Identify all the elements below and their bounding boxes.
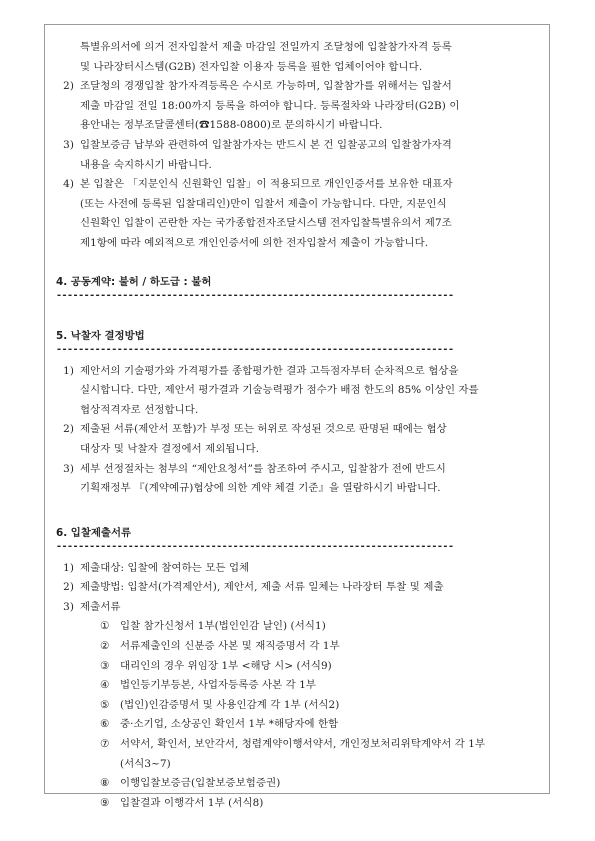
list-item bbox=[56, 77, 544, 136]
document-item bbox=[80, 715, 544, 735]
item-number: 1) bbox=[63, 561, 74, 574]
item-text bbox=[80, 136, 544, 175]
list-item bbox=[56, 598, 544, 618]
list-item bbox=[56, 362, 544, 421]
text-line: 법인등기부등본, 사업자등록증 사본 각 1부 bbox=[120, 679, 317, 692]
document-text bbox=[120, 617, 544, 637]
text-line: 및 나라장터시스템(G2B) 전자입찰 이용자 등록을 필한 업체이어야 합니다. bbox=[80, 60, 423, 73]
text-line: 특별유의서에 의거 전자입찰서 제출 마감일 전일까지 조달청에 입찰참가자격 등록 bbox=[80, 41, 452, 53]
item-text: 제출대상: 입찰에 참여하는 모든 업체 bbox=[80, 561, 250, 574]
text-line: (법인)인감증명서 및 사용인감계 각 1부 (서식2) bbox=[120, 698, 340, 711]
section4-heading: 4. 공동계약: 불허 / 하도급 : 불허 bbox=[56, 275, 212, 288]
document-item bbox=[80, 637, 544, 657]
item-number: 2) bbox=[63, 581, 74, 594]
document-item bbox=[80, 774, 544, 794]
text-line: 서약서, 확인서, 보안각서, 청렴계약이행서약서, 개인정보처리위탁계약서 각 1부 bbox=[120, 738, 486, 751]
document-number: ③ bbox=[100, 659, 110, 672]
text-line: (서식3~7) bbox=[120, 757, 171, 770]
item-number: 2) bbox=[63, 423, 74, 436]
text-line: 입찰 참가신청서 1부(법인인감 날인) (서식1) bbox=[120, 620, 326, 633]
text-line: 신원확인 입찰이 곤란한 자는 국가종합전자조달시스템 전자입찰특별유의서 제7조 bbox=[80, 217, 452, 230]
section4-rule: ------------------------------------------------------------------------ bbox=[56, 289, 454, 301]
item-text bbox=[80, 362, 544, 421]
document-item bbox=[80, 617, 544, 637]
item-text bbox=[80, 420, 544, 459]
text-line: 세부 선정절차는 첨부의 “제안요청서”를 참조하여 주시고, 입찰참가 전에 반드시 bbox=[80, 462, 446, 475]
document-number: ⑤ bbox=[100, 698, 110, 711]
text-line: 실시합니다. 다만, 제안서 평가결과 기술능력평가 점수가 배점 한도의 85% 이상인 자를 bbox=[80, 384, 479, 397]
document-number: ④ bbox=[100, 679, 110, 692]
document-item bbox=[80, 735, 544, 774]
document-text bbox=[120, 794, 544, 814]
text-line: 서류제출인의 신분증 사본 및 재직증명서 각 1부 bbox=[120, 640, 340, 653]
text-line: 내용을 숙지하시기 바랍니다. bbox=[80, 158, 212, 171]
item-number: 4) bbox=[63, 178, 74, 191]
text-line: 입찰보증금 납부와 관련하여 입찰참가자는 반드시 본 건 입찰공고의 입찰참가자격 bbox=[80, 138, 452, 151]
submission-documents-list bbox=[56, 617, 544, 813]
item-number: 1) bbox=[63, 364, 74, 377]
text-line: 이행입찰보증금(입찰보증보험증권) bbox=[120, 777, 281, 790]
text-line: 제출된 서류(제안서 포함)가 부정 또는 허위로 작성된 것으로 판명된 때에는 협상 bbox=[80, 423, 447, 436]
list-item bbox=[56, 420, 544, 459]
document-body bbox=[56, 38, 544, 813]
item-text bbox=[80, 460, 544, 499]
list-item bbox=[56, 559, 544, 579]
document-number: ② bbox=[100, 640, 110, 653]
document-item bbox=[80, 657, 544, 677]
list-item bbox=[56, 578, 544, 598]
document-number: ⑨ bbox=[100, 796, 110, 809]
text-line: 기획재정부 『(계약예규)협상에 의한 계약 체결 기준』을 열람하시기 바랍니다. bbox=[80, 482, 441, 495]
item-number: 3) bbox=[63, 462, 74, 475]
document-number: ① bbox=[100, 620, 110, 633]
document-number: ⑥ bbox=[100, 718, 110, 731]
section5-rule: ------------------------------------------------------------------------ bbox=[56, 343, 454, 355]
document-text bbox=[120, 637, 544, 657]
item-number: 2) bbox=[63, 80, 74, 93]
text-line: 대상자 및 낙찰자 결정에서 제외됩니다. bbox=[80, 442, 260, 455]
document-text bbox=[120, 676, 544, 696]
text-line: 제1항에 따라 예외적으로 개인인증서에 의한 전자입찰서 제출이 가능합니다. bbox=[80, 236, 429, 249]
section5-heading: 5. 낙찰자 결정방법 bbox=[56, 329, 145, 342]
document-text bbox=[120, 774, 544, 794]
section5-items bbox=[56, 362, 544, 499]
text-line: 대리인의 경우 위임장 1부 <해당 시> (서식9) bbox=[120, 659, 332, 672]
text-line: 용안내는 정부조달콜센터(☎1588-0800)로 문의하시기 바랍니다. bbox=[80, 119, 383, 132]
document-number: ⑦ bbox=[100, 738, 110, 751]
document-text bbox=[120, 696, 544, 716]
text-line: 협상적격자로 선정합니다. bbox=[80, 403, 199, 416]
list-item bbox=[56, 460, 544, 499]
section6-items bbox=[56, 559, 544, 618]
item-text: 제출서류 bbox=[80, 600, 121, 613]
text-line: 제출 마감일 전일 18:00까지 등록을 하여야 합니다. 등록절차와 나라장터(G2B) 이 bbox=[80, 99, 460, 112]
section6-heading: 6. 입찰제출서류 bbox=[56, 526, 132, 539]
document-number: ⑧ bbox=[100, 777, 110, 790]
text-line: 조달청의 경쟁입찰 참가자격등록은 수시로 가능하며, 입찰참가를 위해서는 입찰서 bbox=[80, 80, 452, 93]
text-line: 제안서의 기술평가와 가격평가를 종합평가한 결과 고득점자부터 순차적으로 협상을 bbox=[80, 364, 459, 377]
text-line: (또는 사전에 등록된 입찰대리인)만이 입찰서 제출이 가능합니다. 다만, 지문인식 bbox=[80, 197, 447, 210]
document-item bbox=[80, 696, 544, 716]
document-item bbox=[80, 794, 544, 814]
text-line: 중·소기업, 소상공인 확인서 1부 *해당자에 한함 bbox=[120, 718, 339, 731]
item-number: 3) bbox=[63, 600, 74, 613]
document-text bbox=[120, 657, 544, 677]
item-text: 제출방법: 입찰서(가격제안서), 제안서, 제출 서류 일체는 나라장터 투찰 및 제출 bbox=[80, 581, 444, 594]
item-text bbox=[80, 77, 544, 136]
item-text bbox=[80, 175, 544, 253]
section3-items bbox=[56, 77, 544, 253]
text-line: 본 입찰은 「지문인식 신원확인 입찰」이 적용되므로 개인인증서를 보유한 대표자 bbox=[80, 178, 453, 191]
list-item bbox=[56, 175, 544, 253]
section6-rule: ------------------------------------------------------------------------ bbox=[56, 540, 454, 552]
text-line: 입찰결과 이행각서 1부 (서식8) bbox=[120, 796, 264, 809]
item-number: 3) bbox=[63, 138, 74, 151]
document-text bbox=[120, 735, 544, 774]
list-item bbox=[56, 136, 544, 175]
document-item bbox=[80, 676, 544, 696]
intro-paragraph bbox=[56, 38, 544, 77]
document-text bbox=[120, 715, 544, 735]
